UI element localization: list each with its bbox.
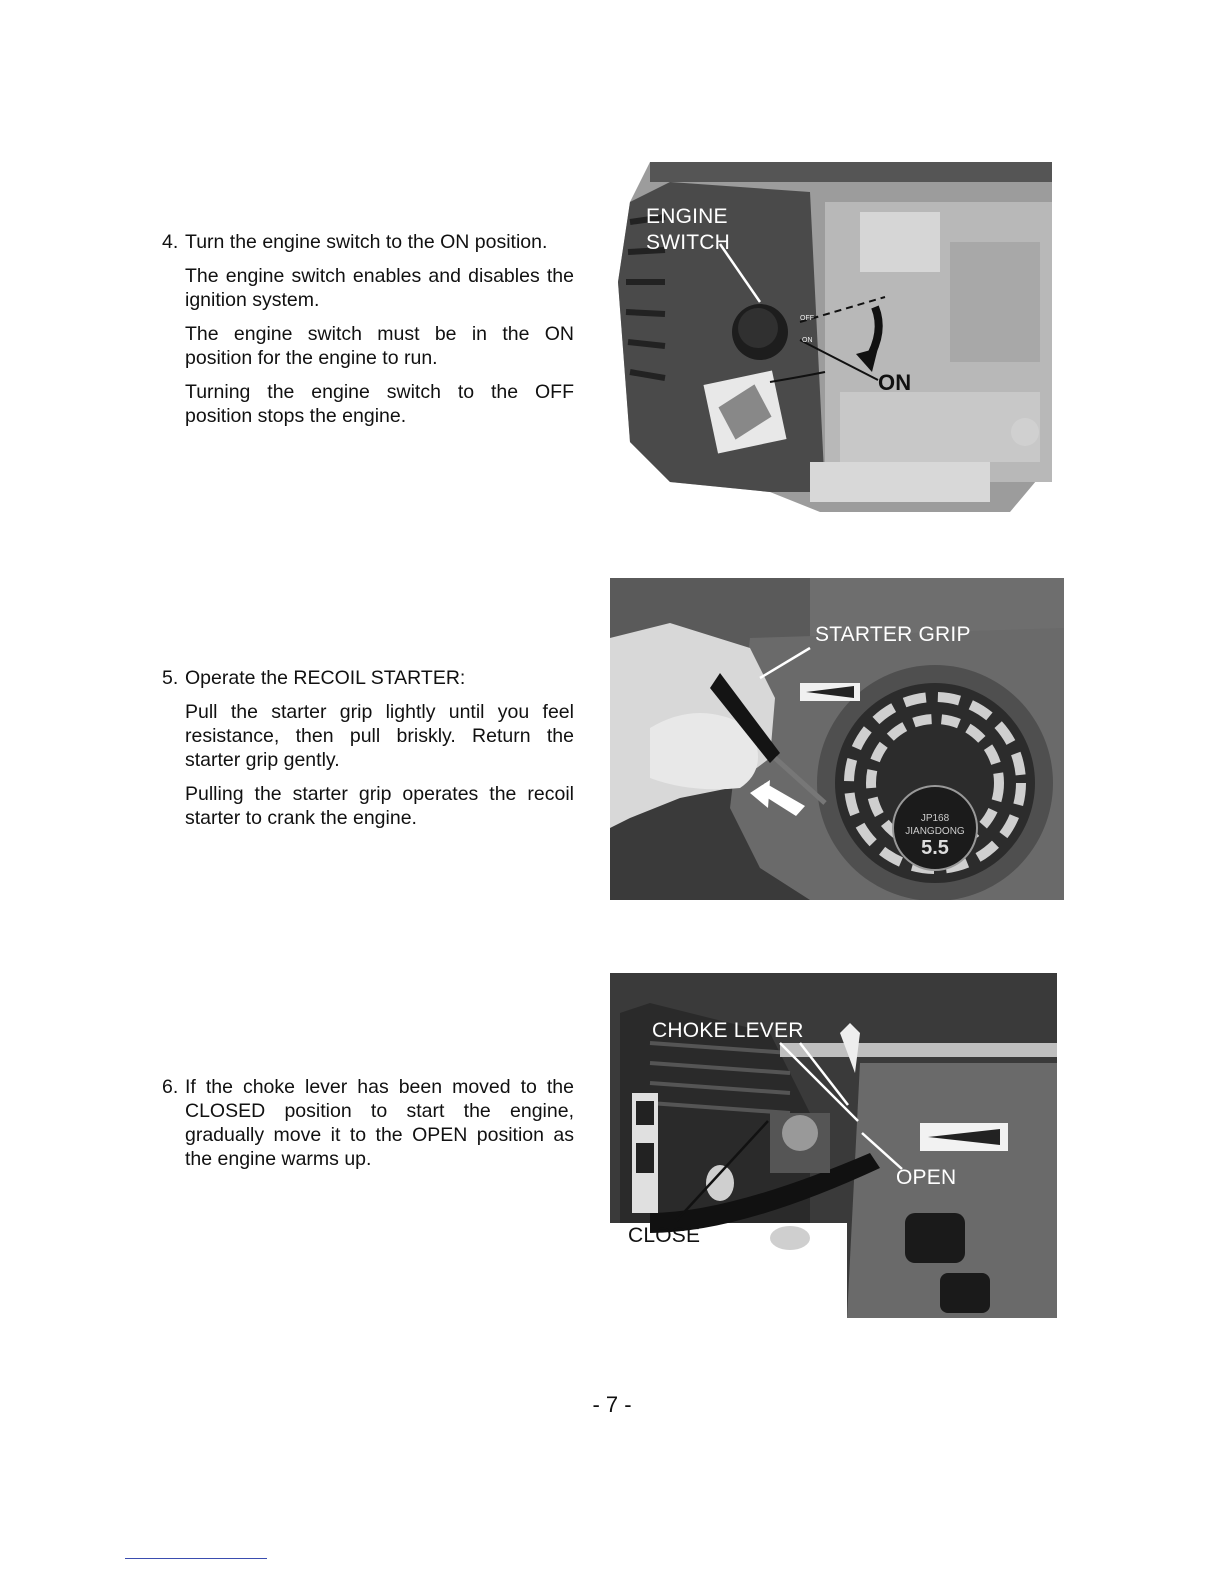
footer-rule — [125, 1558, 267, 1559]
step-paragraph: Pulling the starter grip operates the recoil starter to crank the engine. — [185, 783, 574, 829]
step-number: 6. — [162, 1076, 179, 1098]
engine-switch-label-line2: SWITCH — [646, 231, 731, 254]
step-title: Operate the RECOIL STARTER: — [185, 667, 466, 689]
step-4 — [162, 230, 574, 428]
step-6 — [162, 1075, 574, 1171]
close-position-label: CLOSE — [628, 1224, 701, 1247]
engine-switch-label-line1: ENGINE — [646, 205, 728, 228]
step-title: Turn the engine switch to the ON position. — [185, 231, 548, 253]
starter-grip-label: STARTER GRIP — [815, 623, 971, 646]
recoil-starter-photo — [610, 578, 1064, 900]
step-paragraph: Turning the engine switch to the OFF position stops the engine. — [185, 381, 574, 427]
badge-model: JP168 — [920, 813, 950, 824]
badge-brand: JIANGDONG — [905, 826, 965, 837]
open-position-label: OPEN — [896, 1166, 957, 1189]
step-paragraph: The engine switch enables and disables the ignition system. — [185, 265, 574, 311]
switch-off-mark: OFF — [800, 315, 814, 322]
step-5 — [162, 666, 574, 830]
step-number: 4. — [162, 231, 179, 253]
engine-switch-photo — [610, 162, 1052, 512]
choke-lever-label: CHOKE LEVER — [652, 1019, 804, 1042]
step-title: If the choke lever has been moved to the CLOSED position to start the engine, gradually move it to the OPEN position as the engine warms up. — [185, 1076, 574, 1170]
step-number: 5. — [162, 667, 179, 689]
page-number: - 7 - — [592, 1392, 632, 1417]
switch-on-mark: ON — [802, 337, 813, 344]
choke-lever-photo — [610, 973, 1057, 1318]
step-paragraph: The engine switch must be in the ON position for the engine to run. — [185, 323, 574, 369]
step-paragraph: Pull the starter grip lightly until you feel resistance, then pull briskly. Return the starter grip gently. — [185, 701, 574, 771]
on-position-label: ON — [878, 370, 912, 395]
badge-rating: 5.5 — [921, 837, 949, 859]
